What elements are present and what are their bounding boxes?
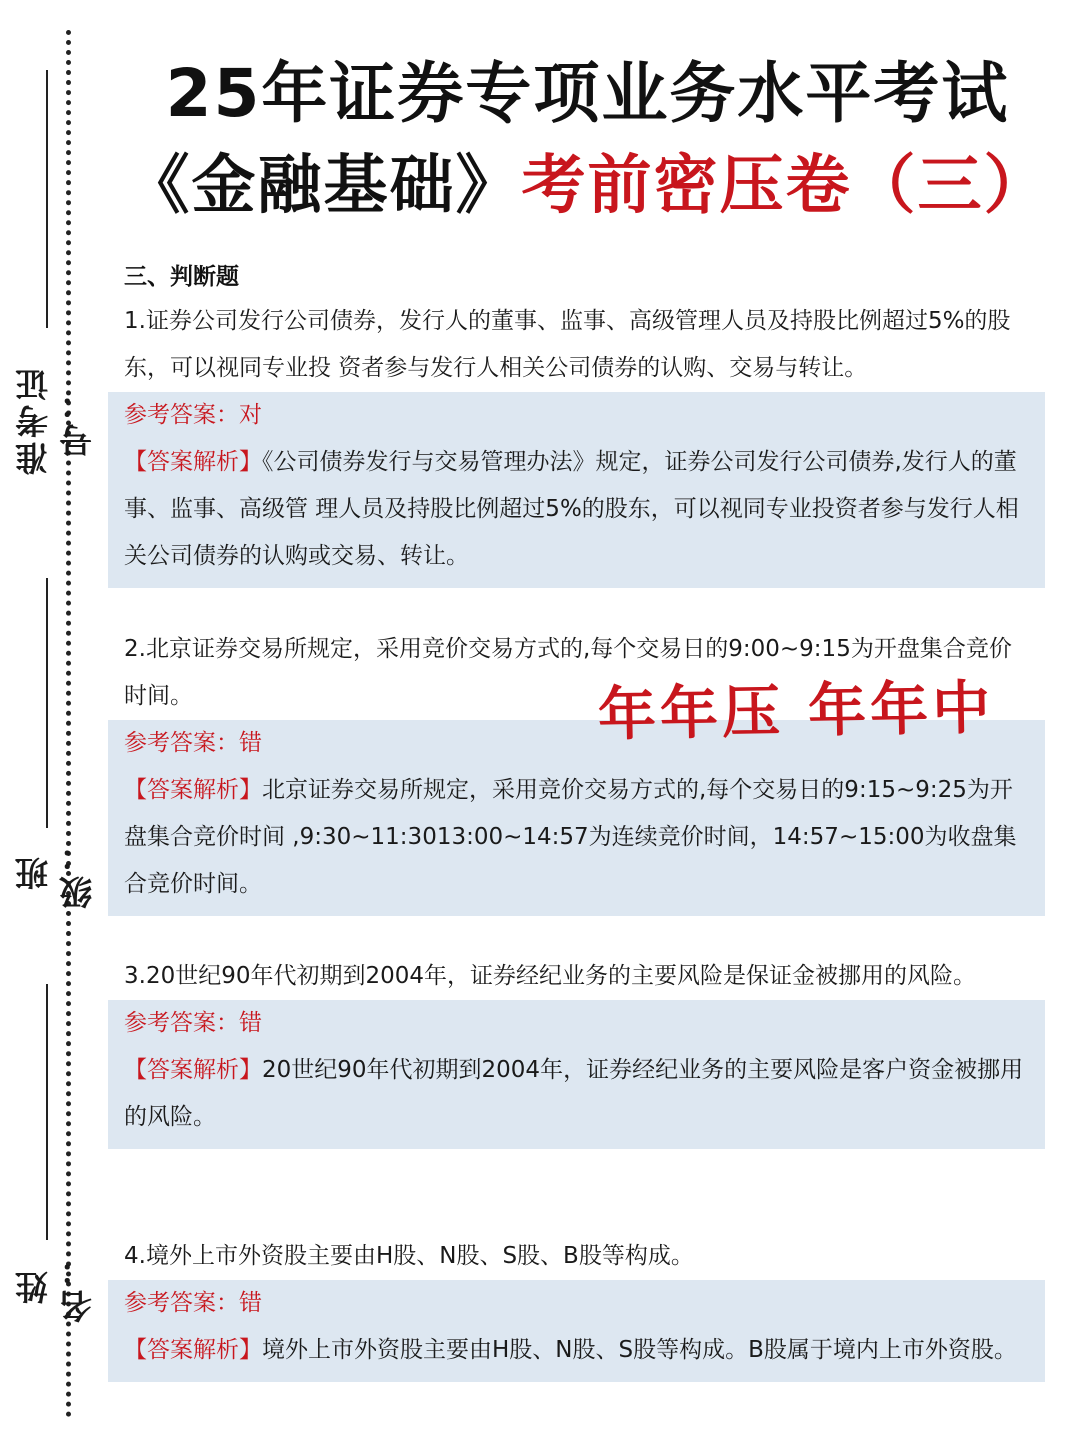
analysis-text [124,1327,1031,1374]
page-subtitle [95,144,1080,228]
analysis-text [124,1047,1031,1141]
page-title: 25年证券专项业务水平考试 [165,55,1010,132]
section-heading: 三、判断题 [124,264,239,290]
exam-id-label: 准考证号： [14,364,97,476]
answer-line: 参考答案：错 [124,1010,262,1036]
question-block-4 [108,1233,1045,1382]
question-text: 2.北京证券交易所规定，采用竞价交易方式的,每个交易日的9:00~9:15为开盘集合竞价时间。 [124,636,1012,709]
question-text: 4.境外上市外资股主要由H股、N股、S股、B股等构成。 [124,1243,694,1269]
analysis-body: 20世纪90年代初期到2004年，证券经纪业务的主要风险是客户资金被挪用的风险。 [124,1057,1024,1130]
analysis-body: 《公司债券发行与交易管理办法》规定，证券公司发行公司债券,发行人的董事、监事、高级管 理人员及持股比例超过5%的股东，可以视同专业投资者参与发行人相关公司债券的认购或交易、转让。 [124,449,1019,569]
class-label: 班级： [14,835,97,909]
binding-margin [0,0,97,1440]
answer-box [108,392,1045,588]
answer-box [108,1000,1045,1149]
exam-id-underline [46,70,48,328]
question-block-2 [108,626,1045,916]
question-block-1 [108,298,1045,588]
answer-line: 参考答案：错 [124,1290,262,1316]
answer-line: 参考答案：错 [124,730,262,756]
question-block-3 [108,953,1045,1149]
question-text: 1.证券公司发行公司债券，发行人的董事、监事、高级管理人员及持股比例超过5%的股东，可以视同专业投 资者参与发行人相关公司债券的认购、交易与转让。 [124,308,1011,381]
analysis-tag: 【答案解析】 [124,449,262,475]
question-text: 3.20世纪90年代初期到2004年，证券经纪业务的主要风险是保证金被挪用的风险。 [124,963,977,989]
analysis-tag: 【答案解析】 [124,1057,262,1083]
analysis-tag: 【答案解析】 [124,1337,262,1363]
binding-dotted-line [66,30,71,1418]
answer-box [108,720,1045,916]
subtitle-book-name: 《金融基础》 [125,149,522,223]
answer-line: 参考答案：对 [124,402,262,428]
slogan-stamp: 年年压 年年中 [597,673,995,749]
subtitle-paper-name: 考前密压卷（三） [521,149,1050,223]
analysis-body: 北京证券交易所规定，采用竞价交易方式的,每个交易日的9:15~9:25为开盘集合竞价时间 ,9:30~11:3013:00~14:57为连续竞价时间，14:57~15:00为收盘集合竞价时间。 [124,777,1017,897]
name-label: 姓名： [14,1249,97,1323]
class-underline [46,578,48,828]
name-underline [46,984,48,1240]
analysis-tag: 【答案解析】 [124,777,262,803]
analysis-text [124,439,1031,580]
analysis-body: 境外上市外资股主要由H股、N股、S股等构成。B股属于境内上市外资股。 [262,1337,1017,1363]
analysis-text [124,767,1031,908]
answer-box [108,1280,1045,1382]
